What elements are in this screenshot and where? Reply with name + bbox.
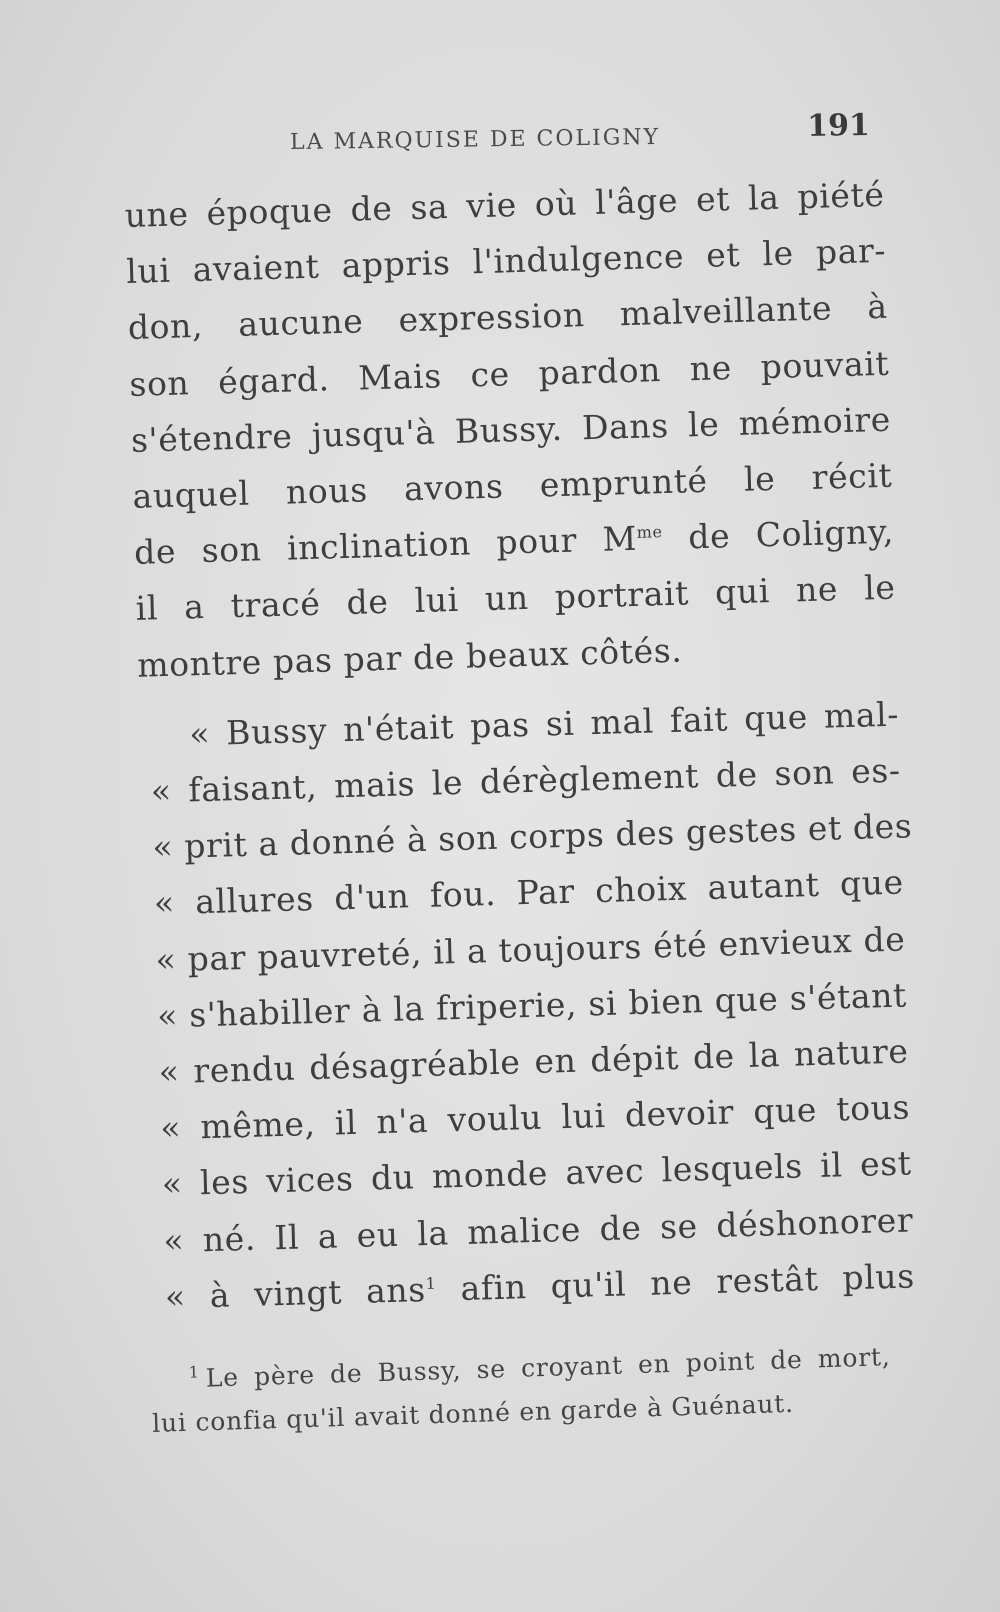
running-title: LA MARQUISE DE COLIGNY xyxy=(289,124,661,156)
footnote xyxy=(150,1329,893,1447)
quote-line: « né. Il a eu la malice de se déshonorer xyxy=(162,1200,914,1260)
quote-line: « faisant, mais le dérèglement de son es- xyxy=(150,750,902,811)
footnote-line: lui confia qu'il avait donné en garde à Guénaut. xyxy=(151,1389,795,1439)
superscript-me: me xyxy=(636,522,663,543)
quote-line: « par pauvreté, il a toujours été envieux de xyxy=(155,919,906,980)
quote-line: « Bussy n'était pas si mal fait que mal- xyxy=(188,694,900,754)
footnote-text: Le père de Bussy, se croyant en point de mort, xyxy=(205,1342,891,1393)
footnote-mark: 1 xyxy=(188,1362,200,1382)
page-header xyxy=(290,108,871,166)
text-line: don, aucune expression malveillante à xyxy=(127,287,889,348)
text-line: auquel nous avons emprunté le récit xyxy=(132,455,893,516)
text-fragment: afin qu'il ne restât plus xyxy=(435,1256,916,1309)
text-line: montre pas par de beaux côtés. xyxy=(136,630,683,685)
text-line: lui avaient appris l'indulgence et le par- xyxy=(125,230,887,292)
quote-line: « rendu désagréable en dépit de la nature xyxy=(158,1031,909,1092)
text-fragment: « à vingt ans xyxy=(164,1269,427,1317)
quote-line: « s'habiller à la friperie, si bien que s'étant xyxy=(156,975,908,1036)
footnote-reference: 1 xyxy=(425,1273,437,1293)
text-fragment: de Coligny, xyxy=(662,511,895,558)
text-line: il a tracé de lui un portrait qui ne le xyxy=(135,568,897,629)
quote-line: « prit a donné à son corps des gestes et des xyxy=(151,806,913,867)
body-text xyxy=(124,167,915,1326)
quote-line: « allures d'un fou. Par choix autant que xyxy=(153,862,905,923)
text-line: s'étendre jusqu'à Bussy. Dans le mémoire xyxy=(130,399,892,460)
text-fragment: de son inclination pour M xyxy=(133,519,638,573)
text-line: son égard. Mais ce pardon ne pouvait xyxy=(128,343,890,404)
text-line: une époque de sa vie où l'âge et la piété xyxy=(124,174,886,235)
page-number: 191 xyxy=(807,107,871,144)
quote-line: « même, il n'a voulu lui devoir que tous xyxy=(159,1087,911,1148)
quote-line: « les vices du monde avec lesquels il est xyxy=(161,1143,913,1204)
